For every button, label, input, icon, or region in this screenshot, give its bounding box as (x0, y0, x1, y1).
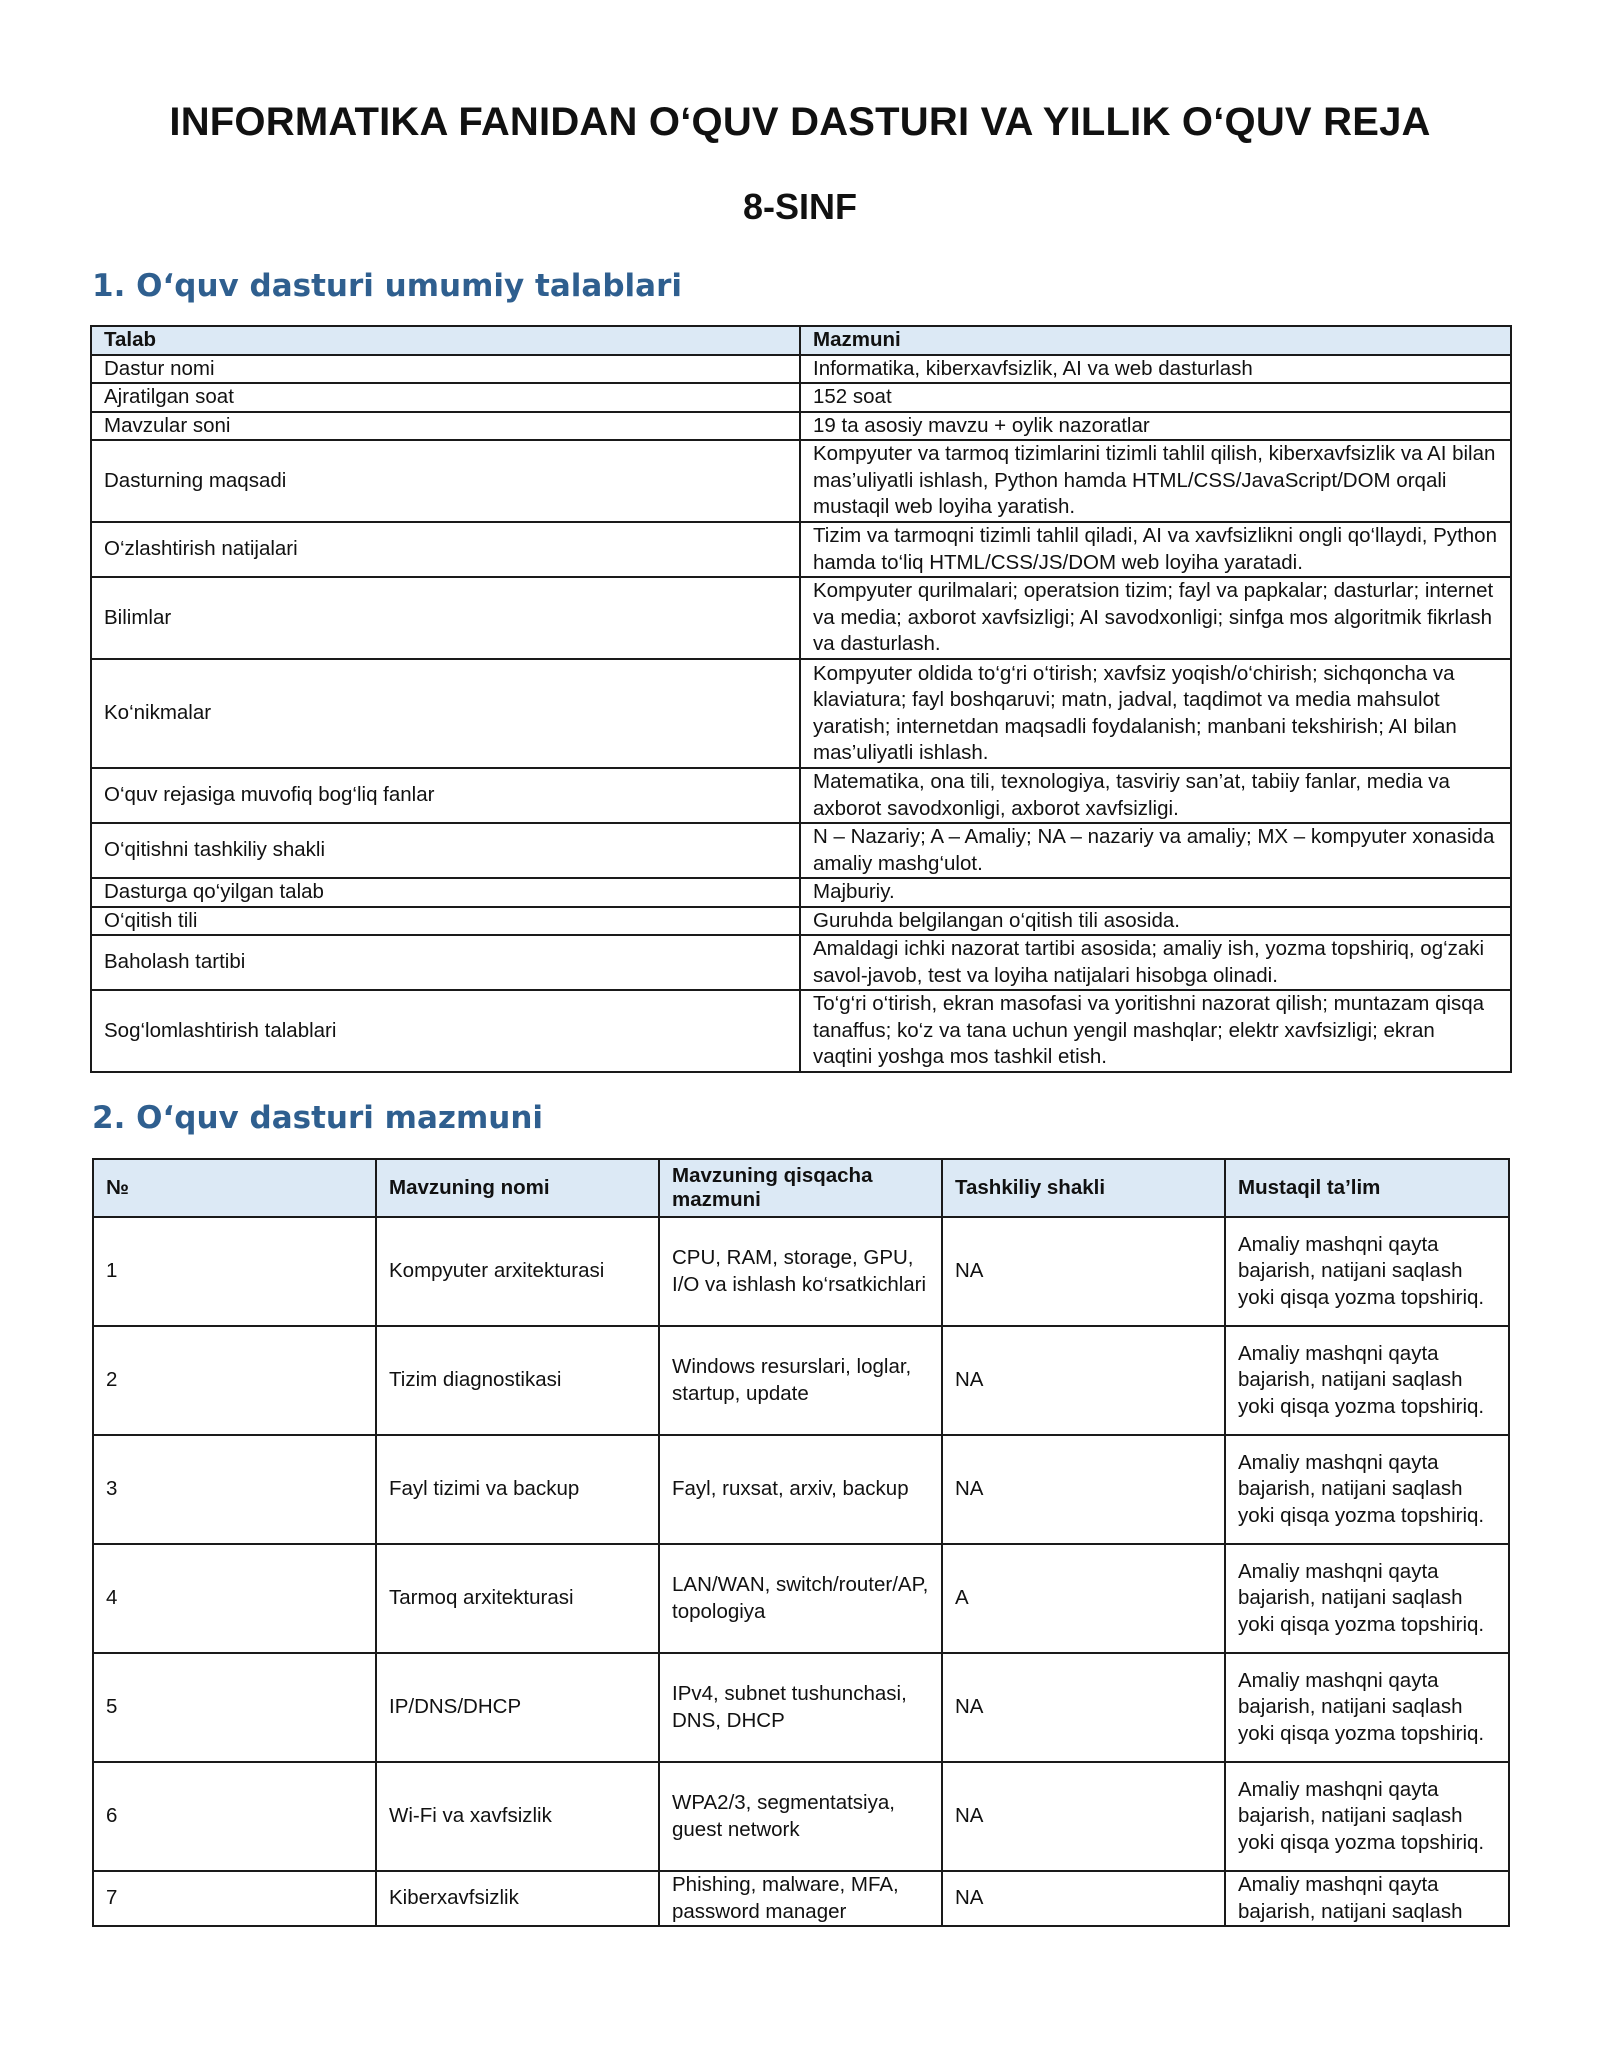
requirement-cell: Bilimlar (91, 577, 800, 659)
document-subtitle: 8-SINF (742, 186, 857, 227)
content-cell: Tizim va tarmoqni tizimli tahlil qiladi, AI va xavfsizlikni ongli qo‘llaydi, Python hamda to‘liq HTML/CSS/JS/DOM web loyiha yaratadi. (800, 522, 1511, 577)
topic-cell: Kompyuter arxitekturasi (376, 1217, 659, 1326)
form-cell: NA (942, 1435, 1225, 1544)
table-row (93, 1217, 1509, 1326)
self-study-cell: Amaliy mashqni qayta bajarish, natijani saqlash yoki qisqa yozma topshiriq. (1225, 1217, 1509, 1326)
header-cell: Mavzuning nomi (376, 1159, 659, 1217)
form-cell: NA (942, 1762, 1225, 1871)
table-row (93, 1326, 1509, 1435)
requirement-cell: O‘qitish tili (91, 907, 800, 936)
self-study-cell: Amaliy mashqni qayta bajarish, natijani saqlash (1225, 1871, 1509, 1926)
topic-cell: Wi-Fi va xavfsizlik (376, 1762, 659, 1871)
table-row (91, 577, 1511, 659)
content-cell: Kompyuter qurilmalari; operatsion tizim; fayl va papkalar; dasturlar; internet va media; axborot xavfsizligi; AI savodxonligi; sinfga mos algoritmik fikrlash va dasturlash. (800, 577, 1511, 659)
self-study-cell: Amaliy mashqni qayta bajarish, natijani saqlash yoki qisqa yozma topshiriq. (1225, 1544, 1509, 1653)
content-cell: N – Nazariy; A – Amaliy; NA – nazariy va amaliy; MX – kompyuter xonasida amaliy mashg‘ulot. (800, 823, 1511, 878)
content-cell: Kompyuter oldida to‘g‘ri o‘tirish; xavfsiz yoqish/o‘chirish; sichqoncha va klaviatura; fayl boshqaruvi; matn, jadval, taqdimot va media mahsulot yaratish; internetdan maqsadli foydalanish; manbani tekshirish; AI bilan mas’uliyatli ishlash. (800, 659, 1511, 768)
self-study-cell: Amaliy mashqni qayta bajarish, natijani saqlash yoki qisqa yozma topshiriq. (1225, 1653, 1509, 1762)
table-row (93, 1435, 1509, 1544)
section-2-heading: 2. O‘quv dasturi mazmuni (92, 1100, 544, 1136)
content-cell: Kompyuter va tarmoq tizimlarini tizimli tahlil qilish, kiberxavfsizlik va AI bilan mas’uliyatli ishlash, Python hamda HTML/CSS/JavaScript/DOM orqali mustaqil web loyiha yaratish. (800, 440, 1511, 522)
number-cell: 5 (93, 1653, 376, 1762)
summary-cell: WPA2/3, segmentatsiya, guest network (659, 1762, 942, 1871)
number-cell: 3 (93, 1435, 376, 1544)
curriculum-content-table (92, 1158, 1510, 1927)
table-row (93, 1653, 1509, 1762)
table-row (91, 907, 1511, 936)
topic-cell: Kiberxavfsizlik (376, 1871, 659, 1926)
summary-cell: Windows resurslari, loglar, startup, update (659, 1326, 942, 1435)
table-row (91, 440, 1511, 522)
requirement-cell: Baholash tartibi (91, 935, 800, 990)
requirement-cell: Sog‘lomlashtirish talablari (91, 990, 800, 1072)
number-cell: 6 (93, 1762, 376, 1871)
table-header-row (91, 326, 1511, 355)
form-cell: NA (942, 1326, 1225, 1435)
table-row (93, 1544, 1509, 1653)
requirement-cell: Ko‘nikmalar (91, 659, 800, 768)
table-row (91, 823, 1511, 878)
requirement-cell: O‘quv rejasiga muvofiq bog‘liq fanlar (91, 768, 800, 823)
table-row (91, 768, 1511, 823)
summary-cell: CPU, RAM, storage, GPU, I/O va ishlash ko‘rsatkichlari (659, 1217, 942, 1326)
table-row (93, 1871, 1509, 1926)
table-row (91, 412, 1511, 441)
number-cell: 1 (93, 1217, 376, 1326)
table-row (91, 935, 1511, 990)
table-row (91, 522, 1511, 577)
table-row (91, 659, 1511, 768)
requirement-cell: Dasturga qo‘yilgan talab (91, 878, 800, 907)
table-row (91, 990, 1511, 1072)
requirement-cell: O‘qitishni tashkiliy shakli (91, 823, 800, 878)
topic-cell: Tizim diagnostikasi (376, 1326, 659, 1435)
content-cell: Amaldagi ichki nazorat tartibi asosida; amaliy ish, yozma topshiriq, og‘zaki savol-javob, test va loyiha natijalari hisobga olinadi. (800, 935, 1511, 990)
summary-cell: IPv4, subnet tushunchasi, DNS, DHCP (659, 1653, 942, 1762)
requirements-table (90, 325, 1512, 1073)
self-study-cell: Amaliy mashqni qayta bajarish, natijani saqlash yoki qisqa yozma topshiriq. (1225, 1435, 1509, 1544)
number-cell: 4 (93, 1544, 376, 1653)
content-cell: To‘g‘ri o‘tirish, ekran masofasi va yoritishni nazorat qilish; muntazam qisqa tanaffus; ko‘z va tana uchun yengil mashqlar; elektr xavfsizligi; ekran vaqtini yoshga mos tashkil etish. (800, 990, 1511, 1072)
content-cell: Matematika, ona tili, texnologiya, tasviriy san’at, tabiiy fanlar, media va axborot savodxonligi, axborot xavfsizligi. (800, 768, 1511, 823)
requirement-cell: O‘zlashtirish natijalari (91, 522, 800, 577)
requirement-cell: Ajratilgan soat (91, 383, 800, 412)
requirement-cell: Mavzular soni (91, 412, 800, 441)
form-cell: NA (942, 1217, 1225, 1326)
header-cell: Mazmuni (800, 326, 1511, 355)
content-cell: 19 ta asosiy mavzu + oylik nazoratlar (800, 412, 1511, 441)
header-cell: Talab (91, 326, 800, 355)
table-row (91, 383, 1511, 412)
document-title: INFORMATIKA FANIDAN O‘QUV DASTURI VA YILLIK O‘QUV REJA (169, 100, 1431, 144)
table-header-row (93, 1159, 1509, 1217)
header-cell: Mavzuning qisqacha mazmuni (659, 1159, 942, 1217)
self-study-cell: Amaliy mashqni qayta bajarish, natijani saqlash yoki qisqa yozma topshiriq. (1225, 1326, 1509, 1435)
form-cell: NA (942, 1871, 1225, 1926)
topic-cell: Tarmoq arxitekturasi (376, 1544, 659, 1653)
section-1-heading: 1. O‘quv dasturi umumiy talablari (92, 268, 682, 304)
number-cell: 2 (93, 1326, 376, 1435)
table-row (91, 355, 1511, 384)
content-cell: Informatika, kiberxavfsizlik, AI va web dasturlash (800, 355, 1511, 384)
requirement-cell: Dastur nomi (91, 355, 800, 384)
header-cell: № (93, 1159, 376, 1217)
content-cell: Majburiy. (800, 878, 1511, 907)
topic-cell: IP/DNS/DHCP (376, 1653, 659, 1762)
self-study-cell: Amaliy mashqni qayta bajarish, natijani saqlash yoki qisqa yozma topshiriq. (1225, 1762, 1509, 1871)
table-row (91, 878, 1511, 907)
content-cell: Guruhda belgilangan o‘qitish tili asosida. (800, 907, 1511, 936)
form-cell: A (942, 1544, 1225, 1653)
content-cell: 152 soat (800, 383, 1511, 412)
table-row (93, 1762, 1509, 1871)
header-cell: Mustaqil ta’lim (1225, 1159, 1509, 1217)
topic-cell: Fayl tizimi va backup (376, 1435, 659, 1544)
requirement-cell: Dasturning maqsadi (91, 440, 800, 522)
summary-cell: Fayl, ruxsat, arxiv, backup (659, 1435, 942, 1544)
summary-cell: Phishing, malware, MFA, password manager (659, 1871, 942, 1926)
summary-cell: LAN/WAN, switch/router/AP, topologiya (659, 1544, 942, 1653)
form-cell: NA (942, 1653, 1225, 1762)
number-cell: 7 (93, 1871, 376, 1926)
header-cell: Tashkiliy shakli (942, 1159, 1225, 1217)
